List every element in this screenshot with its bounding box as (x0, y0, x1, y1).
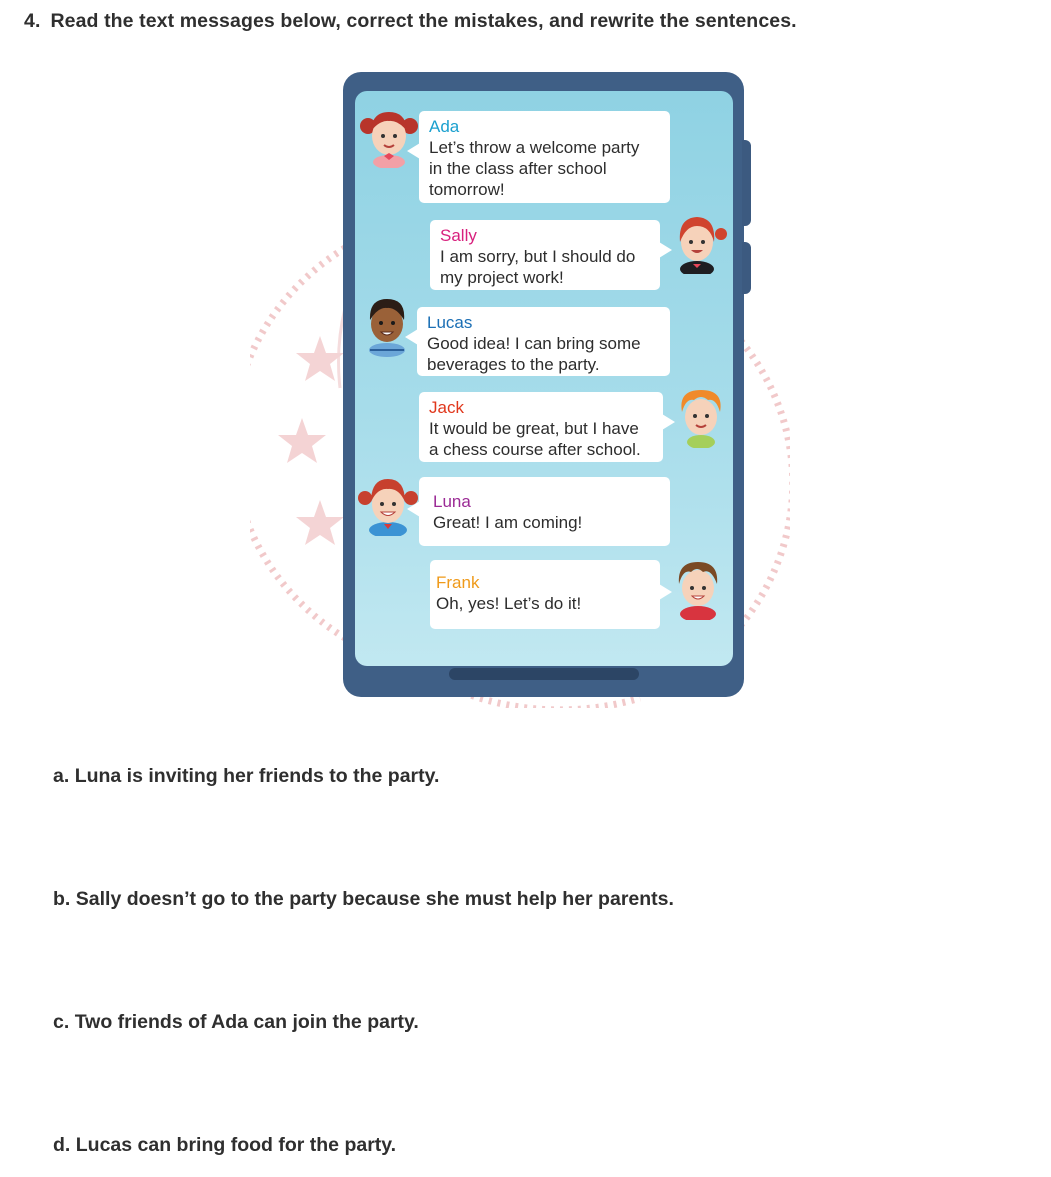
girl-red-pigtails-avatar (358, 106, 420, 168)
phone-side-button (742, 242, 751, 294)
message-line: Let’s throw a welcome party (429, 138, 640, 157)
question-a (53, 765, 439, 788)
girl-red-hair-avatar (666, 212, 728, 274)
chat-bubble-frank (430, 560, 660, 629)
message-line: beverages to the party. (427, 355, 600, 374)
question-text: Lucas can bring food for the party. (75, 1134, 397, 1156)
chat-bubble-ada (419, 111, 670, 203)
question-label: c. (53, 1011, 70, 1033)
boy-dark-hair-avatar (356, 295, 418, 357)
phone-home-bar (449, 668, 639, 680)
sender-name: Lucas (427, 313, 473, 332)
question-label: a. (53, 765, 70, 787)
message-line: tomorrow! (429, 180, 505, 199)
message-line: my project work! (440, 268, 564, 287)
question-text: Luna is inviting her friends to the party. (74, 765, 440, 787)
girl-pigtails-blue-shirt-avatar (357, 474, 419, 536)
sender-name: Frank (436, 573, 480, 592)
chat-bubble-lucas (417, 307, 670, 376)
chat-bubble-sally (430, 220, 660, 290)
sender-name: Ada (429, 117, 460, 136)
question-d (53, 1134, 396, 1157)
exercise-number: 4. (24, 10, 41, 32)
question-c (53, 1011, 419, 1034)
sender-name: Jack (429, 398, 464, 417)
question-text: Sally doesn’t go to the party because she must help her parents. (75, 888, 674, 910)
boy-brown-hair-avatar (667, 558, 729, 620)
message-line: Great! I am coming! (433, 513, 583, 532)
sender-name: Sally (440, 226, 477, 245)
question-label: b. (53, 888, 71, 910)
chat-bubble-jack (419, 392, 663, 462)
message-line: I am sorry, but I should do (440, 247, 636, 266)
boy-orange-hair-avatar (670, 386, 732, 448)
message-line: Oh, yes! Let’s do it! (436, 594, 582, 613)
message-line: Good idea! I can bring some (427, 334, 641, 353)
exercise-heading (24, 10, 797, 33)
message-line: It would be great, but I have (429, 419, 639, 438)
exercise-instruction: Read the text messages below, correct the mistakes, and rewrite the sentences. (50, 10, 797, 32)
message-line: in the class after school (429, 159, 607, 178)
question-text: Two friends of Ada can join the party. (74, 1011, 419, 1033)
question-label: d. (53, 1134, 71, 1156)
phone-side-button (742, 140, 751, 226)
sender-name: Luna (433, 492, 471, 511)
message-line: a chess course after school. (429, 440, 641, 459)
question-b (53, 888, 674, 911)
chat-bubble-luna (419, 477, 670, 546)
